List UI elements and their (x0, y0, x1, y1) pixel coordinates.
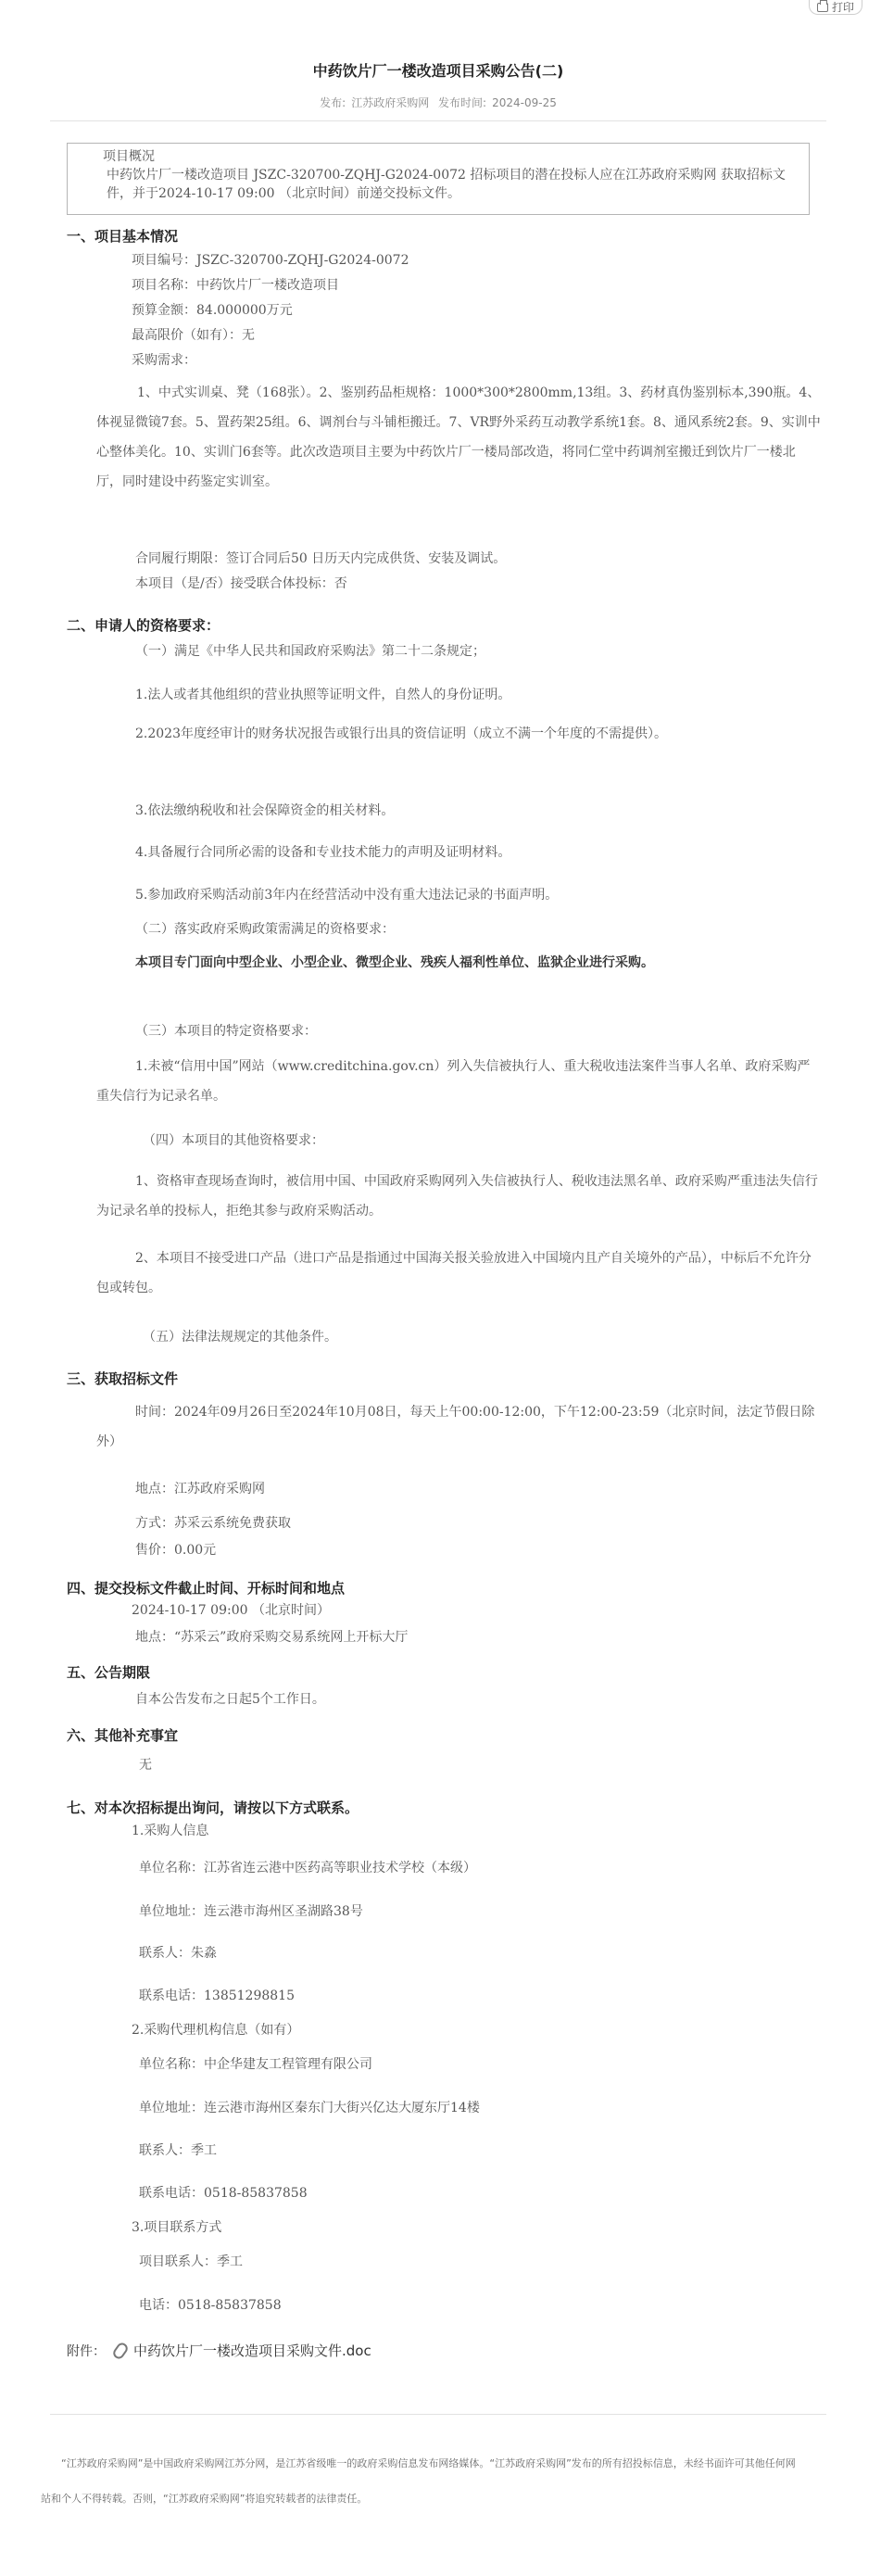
section-3-heading: 三、获取招标文件 (67, 1370, 179, 1387)
overview-text: 中药饮片厂一楼改造项目 JSZC-320700-ZQHJ-G2024-0072 招标项目的潜在投标人应在江苏政府采购网 获取招标文件，并于2024-10-17 09:00 （北京时间）前递交投标文件。 (107, 168, 786, 201)
agency-name: 单位名称：中企华建友工程管理有限公司 (139, 2057, 372, 2072)
overview-heading: 项目概况 (103, 149, 155, 164)
purchaser-phone: 联系电话：13851298815 (139, 1989, 295, 2003)
attachment-label: 附件： (67, 2343, 106, 2359)
section-5-heading: 五、公告期限 (67, 1664, 151, 1681)
qualification-item-2: 2.2023年度经审计的财务状况报告或银行出具的资信证明（成立不满一个年度的不需提供）。 (135, 726, 667, 741)
printer-icon (817, 3, 828, 12)
attachment-row (67, 2341, 371, 2360)
agency-phone: 联系电话：0518-85837858 (139, 2186, 308, 2201)
section-1-heading: 一、项目基本情况 (67, 228, 179, 245)
project-contact-title: 3.项目联系方式 (132, 2220, 222, 2235)
agency-address: 单位地址：连云港市海州区秦东门大街兴亿达大厦东厅14楼 (139, 2101, 480, 2115)
supplementary-text: 无 (139, 1758, 152, 1773)
publish-time: 2024-09-25 (492, 96, 557, 109)
project-contact: 项目联系人：季工 (139, 2254, 243, 2269)
requirements-text: 1、中式实训桌、凳（168张）。2、鉴别药品柜规格：1000*300*2800mm,13组。3、药材真伪鉴别标本,390瓶。4、体视显微镜7套。5、置药架25组。6、调剂台与斗铺柜搬迁。7、VR野外采药互动教学系统1套。8、通风系统2套。9、实训中心整体美化。10、实训门6套等。此次改造项目主要为中药饮片厂一楼局部改造，将同仁堂中药调剂室搬迁到饮片厂一楼北厅，同时建设中药鉴定实训室。 (96, 385, 821, 489)
obtain-method: 方式：苏采云系统免费获取 (135, 1516, 291, 1531)
print-label: 打印 (831, 1, 854, 14)
agency-contact: 联系人：季工 (139, 2143, 217, 2158)
project-name: 项目名称：中药饮片厂一楼改造项目 (132, 278, 339, 293)
document-price: 售价：0.00元 (135, 1543, 217, 1558)
qualification-sub-1: （一）满足《中华人民共和国政府采购法》第二十二条规定； (135, 644, 485, 659)
section-6-heading: 六、其他补充事宜 (67, 1727, 179, 1744)
qualification-item-5: 5.参加政府采购活动前3年内在经营活动中没有重大违法记录的书面声明。 (135, 888, 559, 903)
section-7-heading: 七、对本次招标提出询问，请按以下方式联系。 (67, 1799, 359, 1816)
deadline-time: 2024-10-17 09:00 （北京时间） (132, 1603, 330, 1618)
publisher: 江苏政府采购网 (351, 96, 430, 109)
project-code: 项目编号：JSZC-320700-ZQHJ-G2024-0072 (132, 253, 409, 268)
publish-time-label: 发布时间: (438, 96, 487, 109)
page-title: 中药饮片厂一楼改造项目采购公告(二) (312, 62, 564, 80)
purchaser-info-title: 1.采购人信息 (132, 1824, 209, 1838)
qualification-item-3: 3.依法缴纳税收和社会保障资金的相关材料。 (135, 803, 395, 818)
requirements-label: 采购需求： (132, 353, 196, 368)
opening-place: 地点：“苏采云”政府采购交易系统网上开标大厅 (135, 1630, 409, 1645)
contract-period: 合同履行期限：签订合同后50 日历天内完成供货、安装及调试。 (135, 551, 507, 566)
other-requirement-1: 1、资格审查现场查询时，被信用中国、中国政府采购网列入失信被执行人、税收违法黑名单、政府采购严重违法失信行为记录名单的投标人，拒绝其参与政府采购活动。 (96, 1174, 818, 1219)
purchaser-contact: 联系人：朱淼 (139, 1946, 217, 1961)
section-2-heading: 二、申请人的资格要求： (67, 617, 220, 634)
policy-requirement: 本项目专门面向中型企业、小型企业、微型企业、残疾人福利性单位、监狱企业进行采购。 (135, 955, 654, 970)
project-phone: 电话：0518-85837858 (139, 2298, 282, 2313)
qualification-sub-2: （二）落实政府采购政策需满足的资格要求： (135, 922, 395, 937)
other-requirement-2: 2、本项目不接受进口产品（进口产品是指通过中国海关报关验放进入中国境内且产自关境外的产品），中标后不允许分包或转包。 (96, 1251, 812, 1295)
publish-meta (50, 95, 826, 110)
qualification-sub-5: （五）法律法规规定的其他条件。 (143, 1330, 337, 1345)
qualification-sub-3: （三）本项目的特定资格要求： (135, 1024, 317, 1039)
print-button[interactable] (809, 0, 862, 15)
obtain-time: 时间：2024年09月26日至2024年10月08日，每天上午00:00-12:00，下午12:00-23:59（北京时间，法定节假日除外） (96, 1405, 815, 1449)
project-overview-box (67, 143, 810, 215)
purchaser-name: 单位名称：江苏省连云港中医药高等职业技术学校（本级） (139, 1861, 476, 1875)
budget: 预算金额：84.000000万元 (132, 303, 293, 318)
max-price: 最高限价（如有）：无 (132, 328, 255, 343)
footer-disclaimer: “江苏政府采购网”是中国政府采购网江苏分网，是江苏省级唯一的政府采购信息发布网络媒体。“江苏政府采购网”发布的所有招投标信息，未经书面许可其他任何网站和个人不得转载。否则，“江苏政府采购网”将追究转载者的法律责任。 (41, 2457, 796, 2505)
agency-info-title: 2.采购代理机构信息（如有） (132, 2023, 300, 2038)
qualification-sub-4: （四）本项目的其他资格要求： (143, 1133, 324, 1148)
qualification-item-4: 4.具备履行合同所必需的设备和专业技术能力的声明及证明材料。 (135, 845, 511, 860)
footer-divider (50, 2414, 826, 2415)
section-4-heading: 四、提交投标文件截止时间、开标时间和地点 (67, 1580, 346, 1597)
attachment-link[interactable]: 中药饮片厂一楼改造项目采购文件.doc (133, 2342, 371, 2359)
qualification-item-1: 1.法人或者其他组织的营业执照等证明文件，自然人的身份证明。 (135, 688, 511, 702)
publisher-label: 发布: (320, 96, 346, 109)
paperclip-icon (111, 2341, 130, 2361)
notice-period: 自本公告发布之日起5个工作日。 (135, 1692, 325, 1707)
obtain-place: 地点：江苏政府采购网 (135, 1482, 265, 1496)
special-requirement: 1.未被“信用中国”网站（www.creditchina.gov.cn）列入失信被执行人、重大税收违法案件当事人名单、政府采购严重失信行为记录名单。 (96, 1059, 811, 1104)
header-divider (50, 120, 826, 121)
purchaser-address: 单位地址：连云港市海州区圣湖路38号 (139, 1904, 363, 1919)
consortium: 本项目（是/否）接受联合体投标：否 (135, 576, 347, 591)
